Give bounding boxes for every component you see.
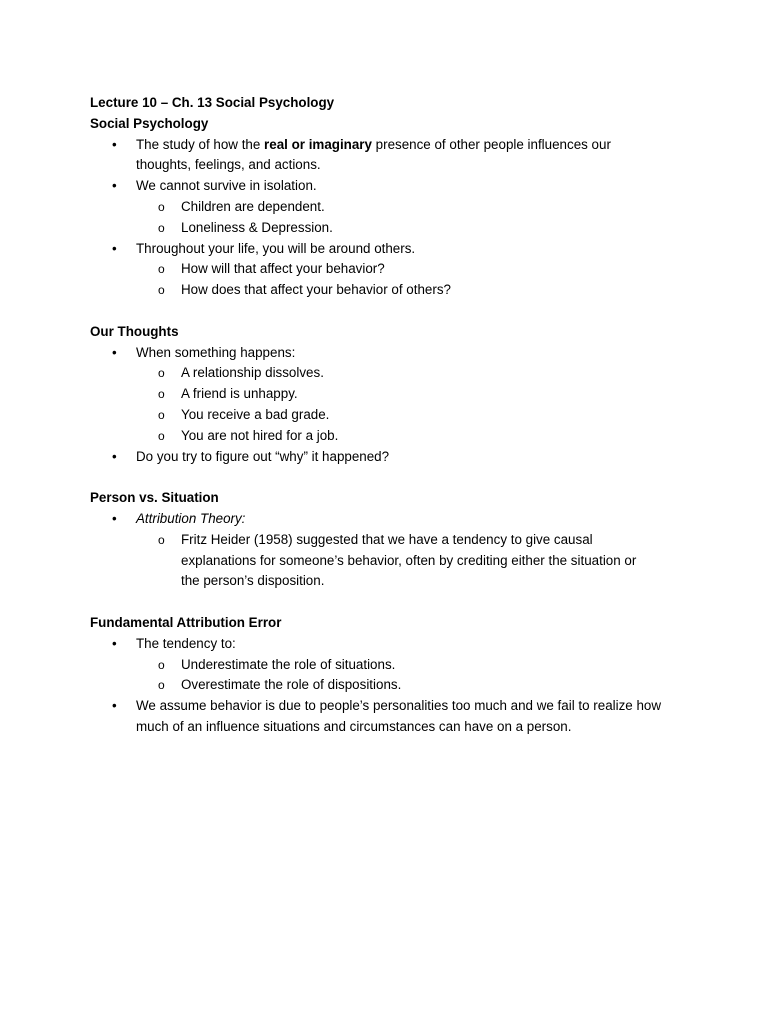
circle-bullet-icon: o (158, 366, 165, 381)
spacer (90, 301, 690, 322)
circle-bullet-icon: o (158, 678, 165, 693)
sub-list-item (90, 655, 690, 676)
bullet-icon: • (112, 635, 117, 651)
text-line: How does that affect your behavior of others? (181, 282, 451, 298)
emphasis-text: real or imaginary (264, 136, 372, 152)
spacer (90, 467, 690, 488)
list-item (90, 634, 690, 655)
text-line: thoughts, feelings, and actions. (136, 157, 321, 173)
text-line: How will that affect your behavior? (181, 261, 385, 277)
list-item (90, 176, 690, 197)
circle-bullet-icon: o (158, 407, 165, 422)
list-item (90, 239, 690, 260)
lecture-title: Lecture 10 – Ch. 13 Social Psychology (90, 95, 335, 110)
list-item (90, 343, 690, 364)
text-line: Underestimate the role of situations. (181, 656, 396, 672)
bullet-icon: • (112, 344, 117, 360)
circle-bullet-icon: o (158, 657, 165, 672)
text-line: the person’s disposition. (181, 573, 325, 589)
circle-bullet-icon: o (158, 220, 165, 235)
list-item (90, 696, 690, 738)
section-heading-social-psychology: Social Psychology (90, 115, 209, 131)
sub-list-item (90, 426, 690, 447)
circle-bullet-icon: o (158, 387, 165, 402)
circle-bullet-icon: o (158, 283, 165, 298)
sub-list-item (90, 675, 690, 696)
circle-bullet-icon: o (158, 262, 165, 277)
bullet-icon: • (112, 136, 117, 152)
circle-bullet-icon: o (158, 428, 165, 443)
section-heading-fundamental-attribution-error: Fundamental Attribution Error (90, 614, 282, 630)
text-line: Attribution Theory: (136, 510, 246, 526)
bullet-icon: • (112, 448, 117, 464)
sub-list-item (90, 259, 690, 280)
text-line: Fritz Heider (1958) suggested that we have a tendency to give causal (181, 531, 593, 547)
text-line: We assume behavior is due to people’s personalities too much and we fail to realize how (136, 698, 662, 714)
list-item (90, 135, 690, 177)
text-line: A relationship dissolves. (181, 365, 324, 381)
circle-bullet-icon: o (158, 199, 165, 214)
section-heading-our-thoughts: Our Thoughts (90, 323, 179, 339)
list-item (90, 509, 690, 530)
text-line: You receive a bad grade. (181, 406, 330, 422)
sub-list-item (90, 363, 690, 384)
bullet-icon: • (112, 510, 117, 526)
text-line: Throughout your life, you will be around others. (136, 240, 416, 256)
sub-list-item (90, 530, 690, 592)
sub-list-item (90, 405, 690, 426)
circle-bullet-icon: o (158, 532, 165, 547)
text-line: explanations for someone’s behavior, often by crediting either the situation or (181, 552, 637, 568)
document-page (90, 93, 690, 738)
section-heading-person-vs-situation: Person vs. Situation (90, 490, 219, 506)
text-line: Overestimate the role of dispositions. (181, 677, 402, 693)
text-line: Do you try to figure out “why” it happened? (136, 448, 390, 464)
sub-list-item (90, 280, 690, 301)
text-line: Children are dependent. (181, 198, 325, 214)
bullet-icon: • (112, 240, 117, 256)
text-line: The tendency to: (136, 635, 236, 651)
text-line: much of an influence situations and circumstances can have on a person. (136, 718, 572, 734)
text-line: You are not hired for a job. (181, 427, 339, 443)
bullet-icon: • (112, 178, 117, 194)
sub-list-item (90, 197, 690, 218)
text-span: The study of how the (136, 136, 265, 152)
sub-list-item (90, 384, 690, 405)
text-span: presence of other people influences our (371, 136, 611, 152)
bullet-icon: • (112, 698, 117, 714)
sub-list-item (90, 218, 690, 239)
list-item (90, 447, 690, 468)
text-line: Loneliness & Depression. (181, 219, 333, 235)
text-line: When something happens: (136, 344, 296, 360)
text-line: We cannot survive in isolation. (136, 178, 317, 194)
text-line: A friend is unhappy. (181, 386, 298, 402)
spacer (90, 592, 690, 613)
